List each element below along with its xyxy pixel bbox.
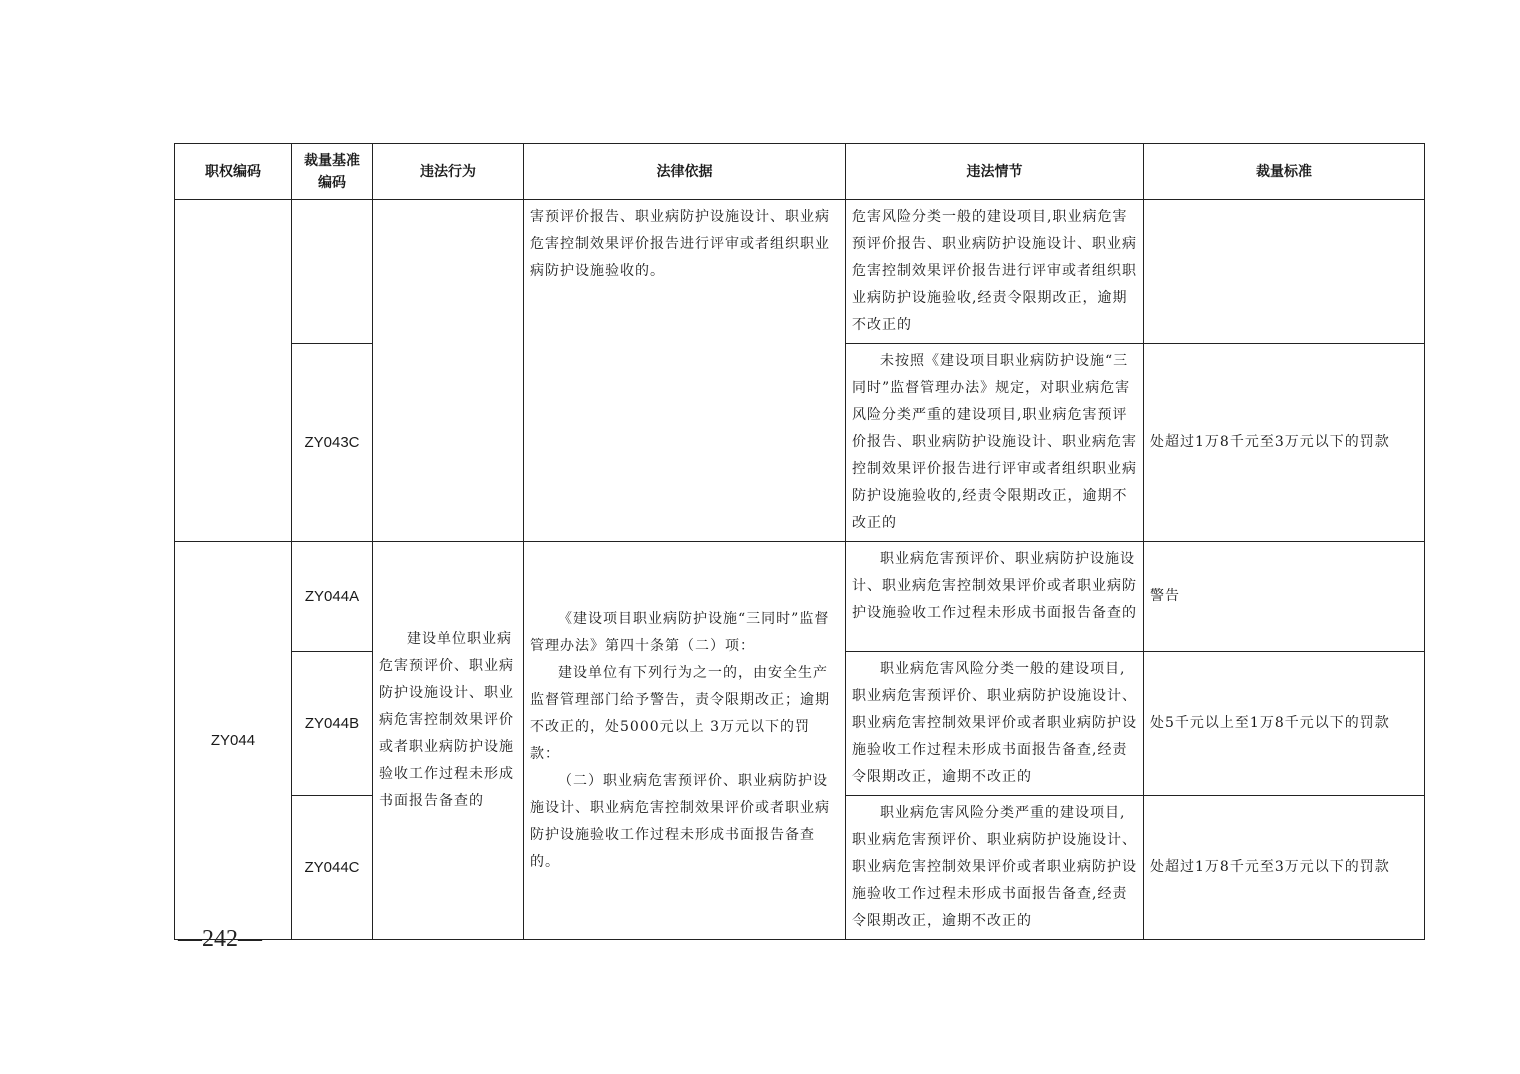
legal-basis-cell [524, 542, 846, 940]
benchmark-code-cell: ZY043C [292, 344, 373, 542]
circumstance-cell: 职业病危害预评价、职业病防护设施设计、职业病危害控制效果评价或者职业病防护设施验收工作过程未形成书面报告备查的 [846, 542, 1144, 652]
standard-cell: 警告 [1144, 542, 1425, 652]
standard-cell: 处5千元以上至1万8千元以下的罚款 [1144, 652, 1425, 796]
discretion-standards-table [174, 143, 1425, 940]
header-authority-code: 职权编码 [175, 144, 292, 200]
circumstance-cell: 职业病危害风险分类严重的建设项目,职业病危害预评价、职业病防护设施设计、职业病危害控制效果评价或者职业病防护设施验收工作过程未形成书面报告备查,经责令限期改正，逾期不改正的 [846, 796, 1144, 940]
table-header-row [175, 144, 1425, 200]
header-benchmark-code: 裁量基准编码 [292, 144, 373, 200]
authority-code-cell: ZY044 [175, 542, 292, 940]
header-violation: 违法行为 [373, 144, 524, 200]
circumstance-cell: 危害风险分类一般的建设项目,职业病危害预评价报告、职业病防护设施设计、职业病危害控制效果评价报告进行评审或者组织职业病防护设施验收,经责令限期改正，逾期不改正的 [846, 200, 1144, 344]
legal-basis-paragraph: 建设单位有下列行为之一的，由安全生产监督管理部门给予警告，责令限期改正；逾期不改正的，处5000元以上 3万元以下的罚款： [530, 664, 830, 762]
violation-text: 建设单位职业病危害预评价、职业病防护设施设计、职业病危害控制效果评价或者职业病防护设施验收工作过程未形成书面报告备查的 [379, 631, 514, 809]
circumstance-cell: 未按照《建设项目职业病防护设施“三同时”监督管理办法》规定，对职业病危害风险分类严重的建设项目,职业病危害预评价报告、职业病防护设施设计、职业病危害控制效果评价报告进行评审或者组织职业病防护设施验收的,经责令限期改正，逾期不改正的 [846, 344, 1144, 542]
standard-cell: 处超过1万8千元至3万元以下的罚款 [1144, 344, 1425, 542]
benchmark-code-cell: ZY044A [292, 542, 373, 652]
authority-code-cell-empty [175, 200, 292, 542]
circumstance-cell: 职业病危害风险分类一般的建设项目,职业病危害预评价、职业病防护设施设计、职业病危害控制效果评价或者职业病防护设施验收工作过程未形成书面报告备查,经责令限期改正，逾期不改正的 [846, 652, 1144, 796]
header-standard: 裁量标准 [1144, 144, 1425, 200]
page-number: —242— [178, 926, 262, 952]
benchmark-code-cell: ZY044B [292, 652, 373, 796]
standard-cell [1144, 200, 1425, 344]
benchmark-code-cell-empty [292, 200, 373, 344]
violation-cell-empty [373, 200, 524, 542]
header-circumstance: 违法情节 [846, 144, 1144, 200]
legal-basis-paragraph: 《建设项目职业病防护设施“三同时”监督管理办法》第四十条第（二）项： [530, 610, 830, 654]
legal-basis-cell: 害预评价报告、职业病防护设施设计、职业病危害控制效果评价报告进行评审或者组织职业病防护设施验收的。 [524, 200, 846, 542]
violation-cell [373, 542, 524, 940]
standard-cell: 处超过1万8千元至3万元以下的罚款 [1144, 796, 1425, 940]
table-row [175, 542, 1425, 652]
benchmark-code-cell: ZY044C [292, 796, 373, 940]
header-legal-basis: 法律依据 [524, 144, 846, 200]
legal-basis-paragraph: （二）职业病危害预评价、职业病防护设施设计、职业病危害控制效果评价或者职业病防护设施验收工作过程未形成书面报告备查的。 [530, 772, 830, 870]
table-row [175, 200, 1425, 344]
